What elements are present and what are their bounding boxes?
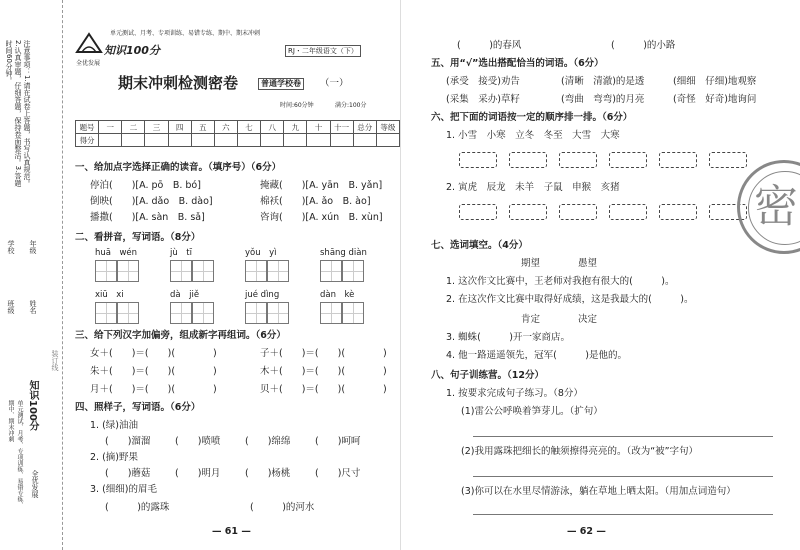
class-label: 班级 xyxy=(7,300,15,314)
writing-box[interactable] xyxy=(170,302,192,324)
q4-ex1-item-4[interactable]: ( )呵呵 xyxy=(315,436,361,447)
score-input-cell[interactable] xyxy=(191,134,214,147)
binding-tag: 全优发展 xyxy=(31,470,39,498)
q7-sentence-3[interactable]: 3. 蜘蛛( )开一家商店。 xyxy=(446,332,570,343)
q4-ex3-item-1[interactable]: ( )的露珠 xyxy=(105,502,170,513)
order-slot[interactable] xyxy=(659,204,697,220)
q2-title: 二、看拼音，写词语。（8分） xyxy=(75,232,201,243)
stamp-character: 密 xyxy=(754,181,798,232)
brand-logo-icon xyxy=(74,30,104,60)
score-header-row xyxy=(76,121,400,134)
writing-box[interactable] xyxy=(320,302,342,324)
binding-notice: 注意事项：1.请在试卷上答题，书写认真规范。2.认真审题，仔细答题，保持卷面整洁。3.答题时间60分钟。 xyxy=(5,40,31,187)
score-input-cell[interactable] xyxy=(261,134,284,147)
order-slot[interactable] xyxy=(459,152,497,168)
page-title: 期末冲刺检测密卷 xyxy=(118,74,239,92)
q7-choices-1: 期望 愚望 xyxy=(521,258,598,269)
score-input-cell[interactable] xyxy=(168,134,191,147)
top-item-2[interactable]: ( )的小路 xyxy=(611,40,676,51)
q7-sentence-4[interactable]: 4. 他一路遥遥领先，冠军( )是他的。 xyxy=(446,350,627,361)
order-slot[interactable] xyxy=(509,204,547,220)
time-note: 时间:60分钟 xyxy=(280,102,314,109)
q8-item-3: (3)你可以在水里尽情游泳，躺在草地上晒太阳。（用加点词造句） xyxy=(461,486,736,497)
top-item-1[interactable]: ( )的春风 xyxy=(457,40,522,51)
score-row-label: 得分 xyxy=(76,134,99,147)
score-input-cell[interactable] xyxy=(99,134,122,147)
q1-title: 一、给加点字选择正确的读音。（填序号）（6分） xyxy=(75,162,282,173)
q3-item-3[interactable]: 朱＋( )＝( )( ) xyxy=(90,366,217,377)
q1-item-6[interactable]: 咨询( )[A. xún B. xùn] xyxy=(260,212,383,223)
q1-item-3[interactable]: 倒映( )[A. dǎo B. dào] xyxy=(90,196,213,207)
answer-line-2[interactable] xyxy=(473,476,773,477)
brand-name: 知识100分 xyxy=(104,44,160,57)
q3-item-6[interactable]: 贝＋( )＝( )( ) xyxy=(260,384,387,395)
q4-ex2-item-3[interactable]: ( )杨桃 xyxy=(245,468,291,479)
q7-title: 七、选词填空。（4分） xyxy=(431,240,528,251)
score-header-cell: 三 xyxy=(145,121,168,134)
binding-bottom-text: 单元测试、月考、专项训练、易错专练、期中、期末冲刺 xyxy=(7,400,23,508)
q3-item-4[interactable]: 木＋( )＝( )( ) xyxy=(260,366,387,377)
writing-box[interactable] xyxy=(192,260,214,282)
q8-item-1: (1)雷公公呼唤着笋芽儿。（扩句） xyxy=(461,406,603,417)
q4-example-3: 3. (细细)的眉毛 xyxy=(90,484,157,495)
writing-box[interactable] xyxy=(95,302,117,324)
score-input-cell[interactable] xyxy=(145,134,168,147)
order-slot[interactable] xyxy=(659,152,697,168)
score-header-cell: 二 xyxy=(122,121,145,134)
score-header-cell: 十 xyxy=(307,121,330,134)
school-label: 学校 xyxy=(7,240,15,254)
writing-box[interactable] xyxy=(245,260,267,282)
score-input-cell[interactable] xyxy=(376,134,399,147)
score-table xyxy=(75,120,400,147)
q7-sentence-2[interactable]: 2. 在这次作文比赛中取得好成绩，这是我最大的( )。 xyxy=(446,294,694,305)
writing-box[interactable] xyxy=(170,260,192,282)
binding-brand: 知识100分 xyxy=(27,380,38,431)
writing-box[interactable] xyxy=(95,260,117,282)
q8-item-2: (2)我用露珠把细长的触须擦得亮亮的。（改为“被”字句） xyxy=(461,446,699,457)
header-line: 单元测试、月考、专项训练、易错专练、期中、期末冲刺 xyxy=(110,30,261,37)
page-number-left: — 61 — xyxy=(212,526,251,537)
score-input-cell[interactable] xyxy=(307,134,330,147)
q1-item-1[interactable]: 停泊( )[A. pō B. bó] xyxy=(90,180,201,191)
q4-ex2-item-4[interactable]: ( )尺寸 xyxy=(315,468,361,479)
pinyin-label: shāng diàn xyxy=(320,248,367,258)
q4-ex1-item-1[interactable]: ( )溜溜 xyxy=(105,436,151,447)
q4-ex1-item-2[interactable]: ( )喷喷 xyxy=(175,436,221,447)
writing-box[interactable] xyxy=(117,302,139,324)
score-header-cell: 八 xyxy=(261,121,284,134)
order-slot[interactable] xyxy=(459,204,497,220)
paper-number: （一） xyxy=(320,78,349,89)
score-header-cell: 十一 xyxy=(330,121,353,134)
q5-item-2[interactable]: (清晰 清澈)的是透 xyxy=(561,76,645,87)
order-slot[interactable] xyxy=(709,152,747,168)
writing-box[interactable] xyxy=(245,302,267,324)
q6-title: 六、把下面的词语按一定的顺序排一排。（6分） xyxy=(431,112,633,123)
score-input-cell[interactable] xyxy=(330,134,353,147)
writing-box[interactable] xyxy=(320,260,342,282)
answer-line-3[interactable] xyxy=(473,514,773,515)
pinyin-label: jù tī xyxy=(170,248,192,258)
grade-label: 年级 xyxy=(29,240,37,254)
writing-box[interactable] xyxy=(267,260,289,282)
pinyin-label: xiū xi xyxy=(95,290,124,300)
answer-line-1[interactable] xyxy=(473,436,773,437)
school-badge: 普通学校卷 xyxy=(258,78,304,90)
q3-title: 三、给下列汉字加偏旁，组成新字再组词。（6分） xyxy=(75,330,286,341)
pinyin-label: jué dìng xyxy=(245,290,280,300)
binding-strip xyxy=(0,0,63,550)
score-header-cell: 等级 xyxy=(376,121,399,134)
q8-title: 八、句子训练营。（12分） xyxy=(431,370,544,381)
score-input-cell[interactable] xyxy=(284,134,307,147)
q5-item-1[interactable]: (承受 接受)劝告 xyxy=(446,76,520,87)
right-page xyxy=(400,0,800,550)
cut-mark: 装订线 xyxy=(51,350,59,371)
q3-item-2[interactable]: 子＋( )＝( )( ) xyxy=(260,348,387,359)
pinyin-label: dà jiě xyxy=(170,290,200,300)
secret-stamp xyxy=(737,160,800,254)
score-header-cell: 总分 xyxy=(353,121,376,134)
q4-example-1: 1. (绿)油油 xyxy=(90,420,138,431)
score-header-cell: 五 xyxy=(191,121,214,134)
score-input-row xyxy=(76,134,400,147)
q5-title: 五、用“√”选出搭配恰当的词语。（6分） xyxy=(431,58,604,69)
brand-tag: 全优发展 xyxy=(76,60,101,67)
q1-item-2[interactable]: 掩藏( )[A. yān B. yǎn] xyxy=(260,180,383,191)
q3-item-5[interactable]: 月＋( )＝( )( ) xyxy=(90,384,217,395)
writing-box[interactable] xyxy=(342,260,364,282)
q4-example-2: 2. (摘)野果 xyxy=(90,452,138,463)
score-input-cell[interactable] xyxy=(214,134,237,147)
q3-item-1[interactable]: 女＋( )＝( )( ) xyxy=(90,348,217,359)
order-slot[interactable] xyxy=(559,204,597,220)
q4-ex2-item-1[interactable]: ( )蘑菇 xyxy=(105,468,151,479)
q5-item-4[interactable]: (采集 采办)草籽 xyxy=(446,94,520,105)
score-input-cell[interactable] xyxy=(237,134,260,147)
q4-ex3-item-2[interactable]: ( )的河水 xyxy=(250,502,315,513)
score-header-cell: 一 xyxy=(99,121,122,134)
q5-item-5[interactable]: (弯曲 弯弯)的月亮 xyxy=(561,94,645,105)
q6-row-2: 2. 寅虎 辰龙 未羊 子鼠 申猴 亥猪 xyxy=(446,182,620,193)
writing-box[interactable] xyxy=(267,302,289,324)
pinyin-label: huā wén xyxy=(95,248,138,258)
score-header-cell: 七 xyxy=(237,121,260,134)
q5-item-6[interactable]: (奇怪 好奇)地询问 xyxy=(673,94,757,105)
q1-item-5[interactable]: 播撒( )[A. sàn B. sǎ] xyxy=(90,212,205,223)
q8-sub: 1. 按要求完成句子练习。（8分） xyxy=(446,388,583,399)
name-label: 姓名 xyxy=(29,300,37,314)
q1-item-4[interactable]: 棉袄( )[A. ǎo B. ào] xyxy=(260,196,371,207)
score-header-cell: 题号 xyxy=(76,121,99,134)
q7-sentence-1[interactable]: 1. 这次作文比赛中，王老师对我抱有很大的( )。 xyxy=(446,276,675,287)
q5-item-3[interactable]: (细细 仔细)地观察 xyxy=(673,76,757,87)
writing-box[interactable] xyxy=(192,302,214,324)
writing-box[interactable] xyxy=(342,302,364,324)
order-slot[interactable] xyxy=(609,152,647,168)
order-slot[interactable] xyxy=(559,152,597,168)
score-input-cell[interactable] xyxy=(353,134,376,147)
q4-ex1-item-3[interactable]: ( )绵绵 xyxy=(245,436,291,447)
score-header-cell: 四 xyxy=(168,121,191,134)
score-header-cell: 九 xyxy=(284,121,307,134)
score-input-cell[interactable] xyxy=(122,134,145,147)
score-note: 满分:100分 xyxy=(335,102,367,109)
pinyin-label: yǒu yì xyxy=(245,248,277,258)
q4-title: 四、照样子，写词语。（6分） xyxy=(75,402,201,413)
q7-choices-2: 肯定 决定 xyxy=(521,314,598,325)
writing-box[interactable] xyxy=(117,260,139,282)
order-slot[interactable] xyxy=(509,152,547,168)
page-number-right: — 62 — xyxy=(567,526,606,537)
edition-badge: RJ・二年级语文（下） xyxy=(285,45,361,57)
q6-row-1: 1. 小雪 小寒 立冬 冬至 大雪 大寒 xyxy=(446,130,620,141)
order-slot[interactable] xyxy=(609,204,647,220)
score-header-cell: 六 xyxy=(214,121,237,134)
q4-ex2-item-2[interactable]: ( )明月 xyxy=(175,468,221,479)
pinyin-label: dàn kè xyxy=(320,290,355,300)
